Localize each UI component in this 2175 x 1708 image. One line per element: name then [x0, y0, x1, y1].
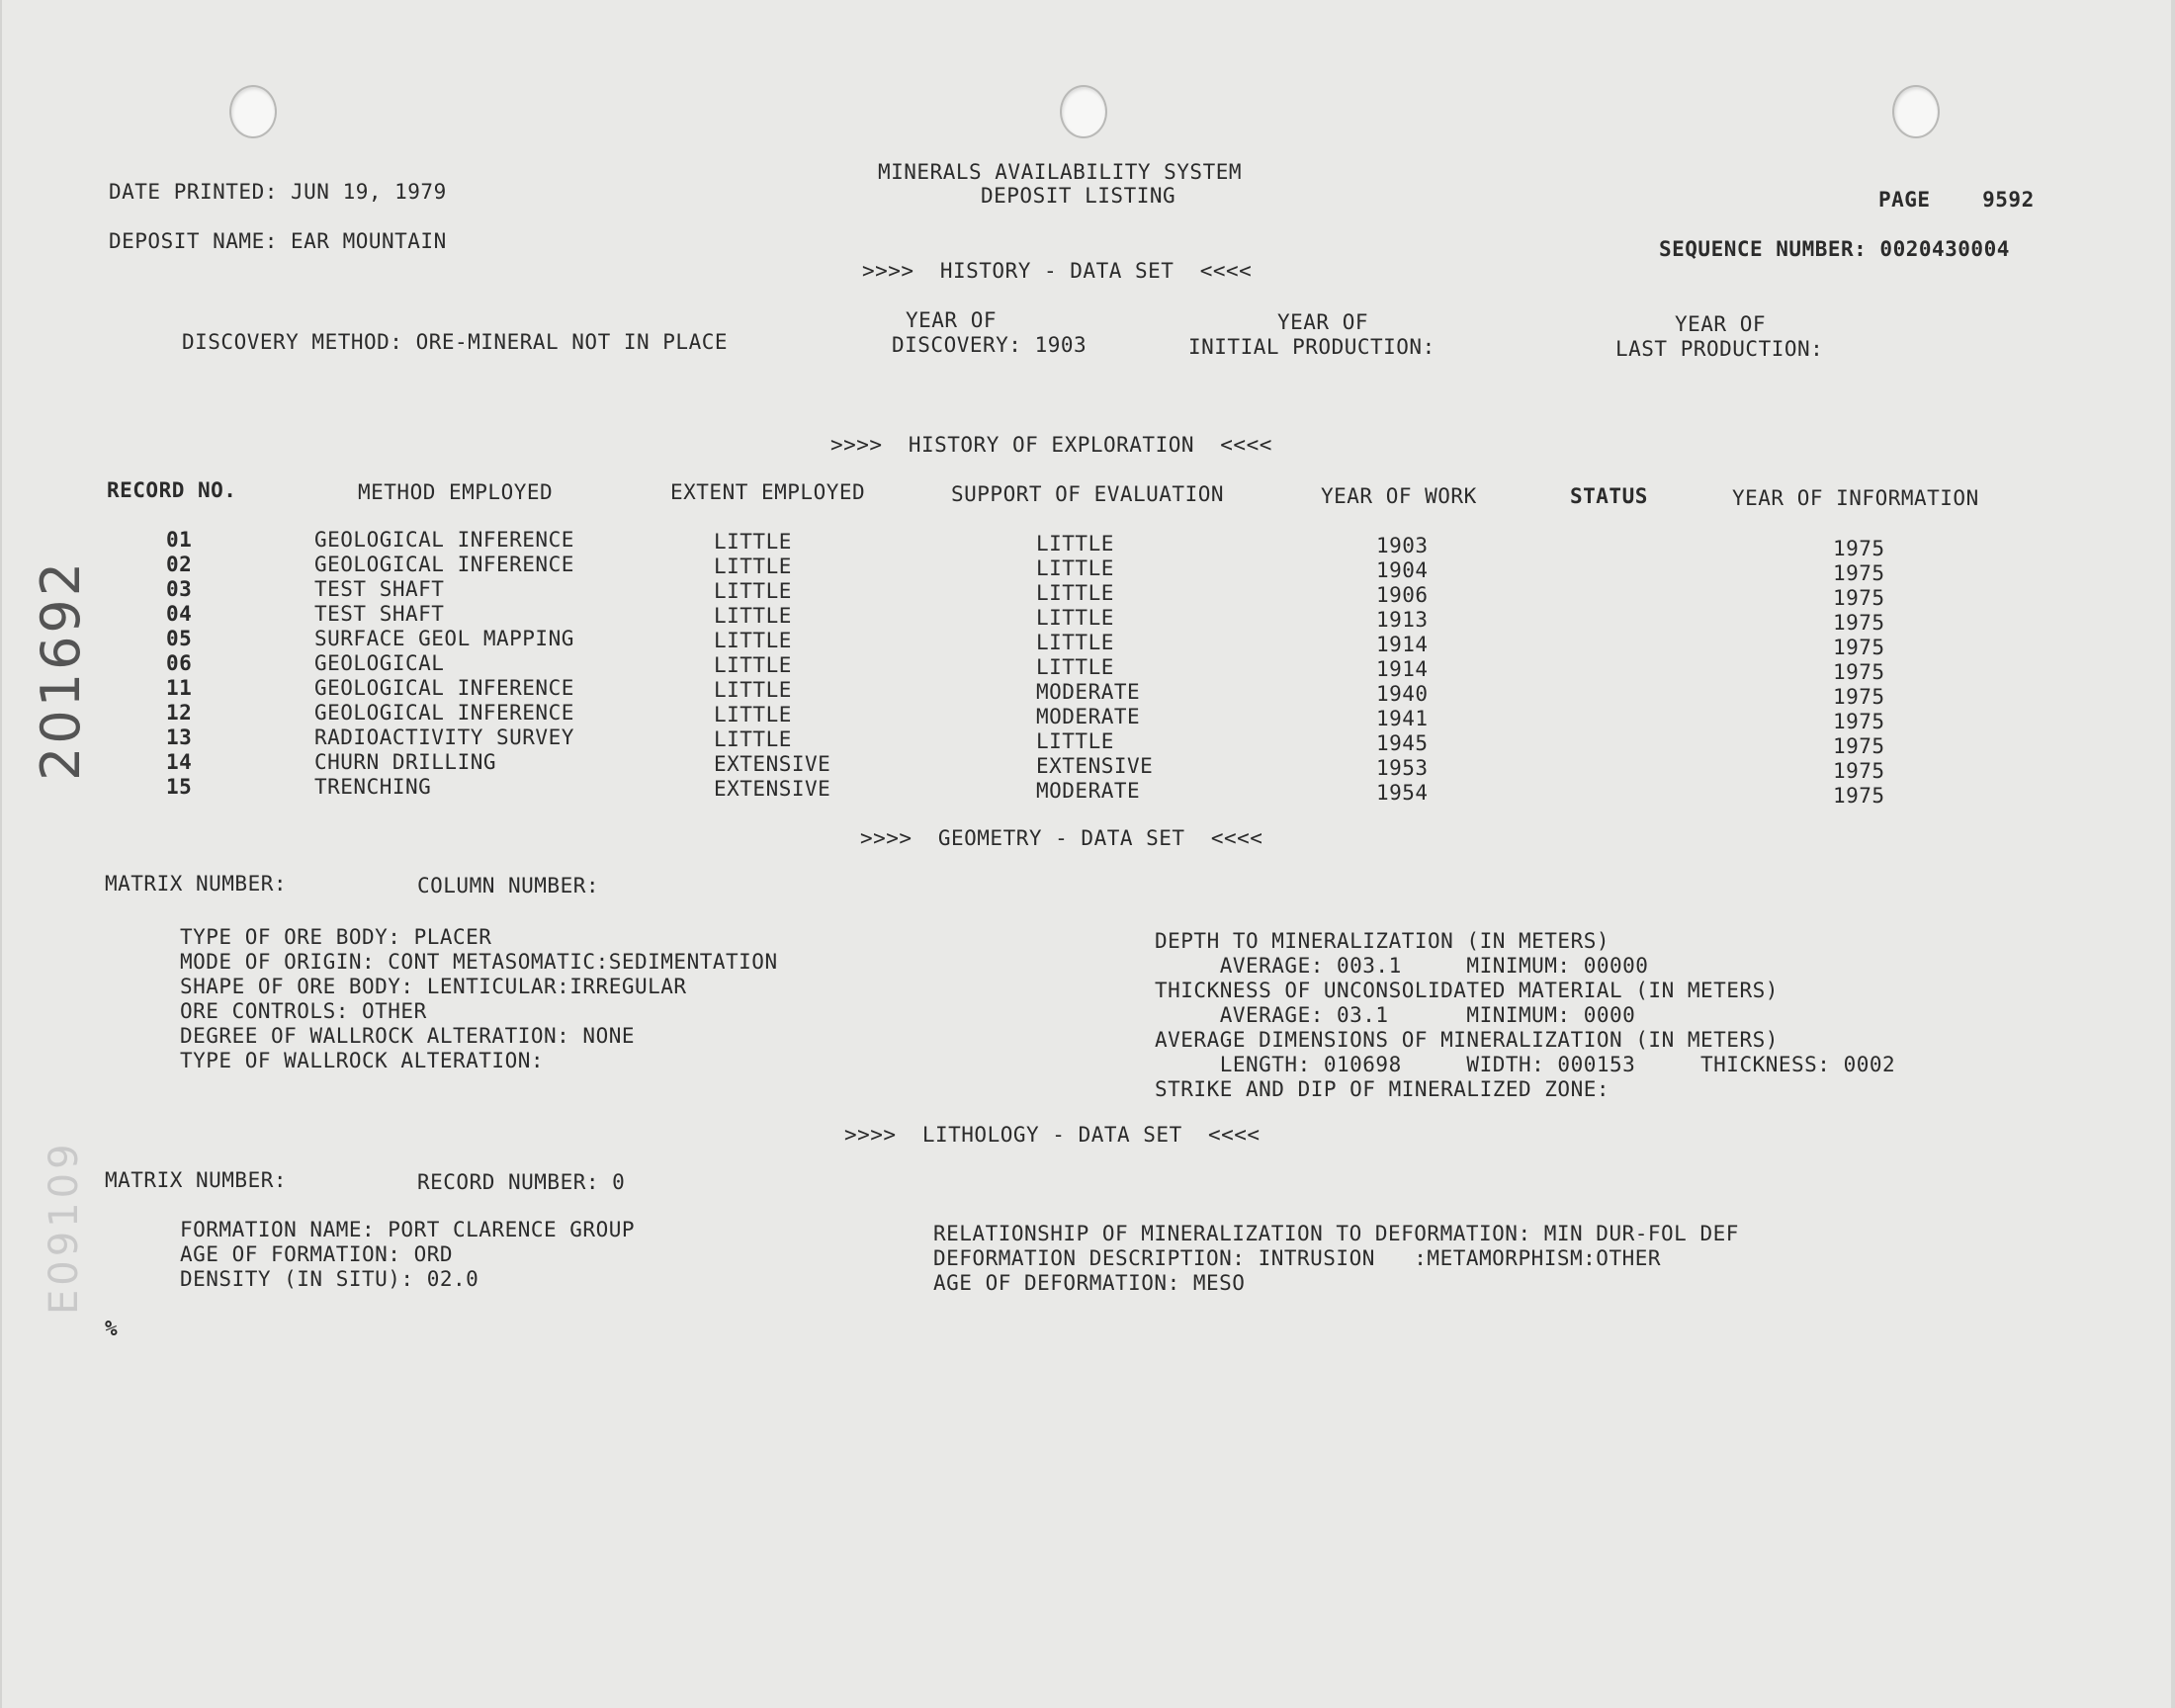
- support-cell: MODERATE: [1036, 779, 1141, 803]
- geometry-field: MODE OF ORIGIN: CONT METASOMATIC:SEDIMENTATION: [180, 950, 778, 974]
- record-number-column: [166, 528, 192, 800]
- record-number: 12: [166, 701, 193, 725]
- geometry-field: AVERAGE DIMENSIONS OF MINERALIZATION (IN METERS): [1155, 1028, 1779, 1052]
- geometry-field: THICKNESS OF UNCONSOLIDATED MATERIAL (IN METERS): [1155, 979, 1779, 1002]
- method-cell: GEOLOGICAL INFERENCE: [314, 553, 574, 576]
- lithology-left-block: [180, 1218, 635, 1292]
- geometry-field: TYPE OF ORE BODY: PLACER: [180, 925, 492, 949]
- extent-cell: LITTLE: [714, 579, 792, 603]
- geometry-field: AVERAGE: 03.1 MINIMUM: 0000: [1155, 1003, 1636, 1027]
- record-number: 01: [166, 528, 193, 552]
- support-cell: LITTLE: [1036, 606, 1114, 630]
- method-cell: TEST SHAFT: [314, 602, 445, 626]
- geometry-left-block: [180, 925, 778, 1073]
- col-header-method: METHOD EMPLOYED: [358, 480, 554, 504]
- year-of-discovery-label: YEAR OF: [906, 308, 998, 332]
- year-of-discovery: DISCOVERY: 1903: [892, 333, 1088, 357]
- faint-margin-stamp: E09109: [42, 1140, 87, 1315]
- support-column: [1036, 532, 1153, 804]
- support-cell: EXTENSIVE: [1036, 754, 1154, 778]
- binder-hole-right: [1892, 85, 1940, 138]
- year-work-cell: 1913: [1376, 608, 1429, 632]
- geometry-field: AVERAGE: 003.1 MINIMUM: 00000: [1155, 954, 1649, 978]
- lithology-field: AGE OF DEFORMATION: MESO: [933, 1271, 1246, 1295]
- geometry-field: DEGREE OF WALLROCK ALTERATION: NONE: [180, 1024, 636, 1048]
- year-info-cell: 1975: [1833, 586, 1885, 610]
- year-work-column: [1376, 534, 1429, 806]
- extent-cell: LITTLE: [714, 629, 792, 652]
- year-work-cell: 1914: [1376, 657, 1429, 681]
- method-column: [314, 528, 574, 800]
- lithology-field: RELATIONSHIP OF MINERALIZATION TO DEFORMATION: MIN DUR-FOL DEF: [933, 1222, 1739, 1245]
- geometry-section-title: >>>> GEOMETRY - DATA SET <<<<: [860, 826, 1263, 850]
- deposit-name: DEPOSIT NAME: EAR MOUNTAIN: [109, 229, 447, 253]
- geometry-field: LENGTH: 010698 WIDTH: 000153 THICKNESS: 0002: [1155, 1053, 1896, 1076]
- year-work-cell: 1953: [1376, 756, 1429, 780]
- history-section-title: >>>> HISTORY - DATA SET <<<<: [862, 259, 1253, 283]
- col-header-extent: EXTENT EMPLOYED: [670, 480, 866, 504]
- record-number: 04: [166, 602, 193, 626]
- lithology-field: FORMATION NAME: PORT CLARENCE GROUP: [180, 1218, 636, 1241]
- col-header-status: STATUS: [1570, 484, 1648, 508]
- year-work-cell: 1903: [1376, 534, 1429, 557]
- year-work-cell: 1945: [1376, 731, 1429, 755]
- sequence-number: SEQUENCE NUMBER: 0020430004: [1659, 237, 2010, 261]
- geometry-matrix-number: MATRIX NUMBER:: [105, 872, 288, 896]
- geometry-field: TYPE OF WALLROCK ALTERATION:: [180, 1049, 545, 1072]
- binder-hole-left: [229, 85, 277, 138]
- date-printed: DATE PRINTED: JUN 19, 1979: [109, 180, 447, 204]
- extent-cell: LITTLE: [714, 703, 792, 726]
- lithology-section-title: >>>> LITHOLOGY - DATA SET <<<<: [844, 1123, 1261, 1147]
- page-number: PAGE 9592: [1878, 188, 2035, 212]
- year-info-cell: 1975: [1833, 636, 1885, 659]
- method-cell: GEOLOGICAL INFERENCE: [314, 701, 574, 725]
- year-info-column: [1833, 537, 1885, 809]
- year-info-cell: 1975: [1833, 660, 1885, 684]
- extent-cell: LITTLE: [714, 555, 792, 578]
- extent-cell: EXTENSIVE: [714, 752, 831, 776]
- method-cell: GEOLOGICAL INFERENCE: [314, 528, 574, 552]
- year-work-cell: 1914: [1376, 633, 1429, 656]
- geometry-field: SHAPE OF ORE BODY: LENTICULAR:IRREGULAR: [180, 975, 687, 998]
- lithology-field: DENSITY (IN SITU): 02.0: [180, 1267, 479, 1291]
- col-header-year-info: YEAR OF INFORMATION: [1732, 486, 1979, 510]
- page-edge: [2171, 0, 2175, 1708]
- geometry-column-number: COLUMN NUMBER:: [417, 874, 600, 897]
- year-work-cell: 1906: [1376, 583, 1429, 607]
- year-info-cell: 1975: [1833, 784, 1885, 808]
- record-number: 03: [166, 577, 193, 601]
- geometry-right-block: [1155, 929, 1895, 1102]
- method-cell: SURFACE GEOL MAPPING: [314, 627, 574, 650]
- year-info-cell: 1975: [1833, 734, 1885, 758]
- support-cell: LITTLE: [1036, 631, 1114, 654]
- year-work-cell: 1954: [1376, 781, 1429, 805]
- last-production: LAST PRODUCTION:: [1615, 337, 1824, 361]
- col-header-record: RECORD NO.: [107, 478, 237, 502]
- extent-column: [714, 530, 830, 802]
- year-work-cell: 1940: [1376, 682, 1429, 706]
- year-info-cell: 1975: [1833, 537, 1885, 560]
- footer-mark: %: [105, 1317, 119, 1340]
- listing-title: DEPOSIT LISTING: [981, 184, 1176, 208]
- record-number: 06: [166, 651, 193, 675]
- record-number: 14: [166, 750, 193, 774]
- margin-stamp: 201692: [30, 558, 92, 781]
- lithology-field: DEFORMATION DESCRIPTION: INTRUSION :METAMORPHISM:OTHER: [933, 1246, 1662, 1270]
- extent-cell: EXTENSIVE: [714, 777, 831, 801]
- discovery-method: DISCOVERY METHOD: ORE-MINERAL NOT IN PLACE: [182, 330, 729, 354]
- year-info-cell: 1975: [1833, 759, 1885, 783]
- support-cell: LITTLE: [1036, 532, 1114, 555]
- method-cell: CHURN DRILLING: [314, 750, 497, 774]
- support-cell: LITTLE: [1036, 556, 1114, 580]
- record-number: 13: [166, 726, 193, 749]
- support-cell: LITTLE: [1036, 729, 1114, 753]
- year-work-cell: 1941: [1376, 707, 1429, 730]
- extent-cell: LITTLE: [714, 604, 792, 628]
- extent-cell: LITTLE: [714, 678, 792, 702]
- geometry-field: ORE CONTROLS: OTHER: [180, 999, 427, 1023]
- year-info-cell: 1975: [1833, 611, 1885, 635]
- col-header-support: SUPPORT OF EVALUATION: [951, 482, 1225, 506]
- lithology-record-number: RECORD NUMBER: 0: [417, 1170, 626, 1194]
- year-work-cell: 1904: [1376, 558, 1429, 582]
- system-title: MINERALS AVAILABILITY SYSTEM: [878, 160, 1243, 184]
- support-cell: MODERATE: [1036, 680, 1141, 704]
- support-cell: LITTLE: [1036, 581, 1114, 605]
- initial-production: INITIAL PRODUCTION:: [1188, 335, 1436, 359]
- extent-cell: LITTLE: [714, 530, 792, 554]
- lithology-matrix-number: MATRIX NUMBER:: [105, 1168, 288, 1192]
- method-cell: TRENCHING: [314, 775, 432, 799]
- geometry-field: DEPTH TO MINERALIZATION (IN METERS): [1155, 929, 1610, 953]
- method-cell: GEOLOGICAL INFERENCE: [314, 676, 574, 700]
- extent-cell: LITTLE: [714, 653, 792, 677]
- lithology-field: AGE OF FORMATION: ORD: [180, 1242, 454, 1266]
- year-info-cell: 1975: [1833, 561, 1885, 585]
- record-number: 05: [166, 627, 193, 650]
- last-production-label: YEAR OF: [1675, 312, 1767, 336]
- initial-production-label: YEAR OF: [1277, 310, 1369, 334]
- exploration-section-title: >>>> HISTORY OF EXPLORATION <<<<: [830, 433, 1272, 457]
- record-number: 15: [166, 775, 193, 799]
- extent-cell: LITTLE: [714, 727, 792, 751]
- method-cell: GEOLOGICAL: [314, 651, 445, 675]
- support-cell: MODERATE: [1036, 705, 1141, 728]
- support-cell: LITTLE: [1036, 655, 1114, 679]
- method-cell: TEST SHAFT: [314, 577, 445, 601]
- year-info-cell: 1975: [1833, 685, 1885, 709]
- col-header-year-work: YEAR OF WORK: [1321, 484, 1477, 508]
- geometry-field: STRIKE AND DIP OF MINERALIZED ZONE:: [1155, 1077, 1610, 1101]
- binder-hole-center: [1060, 85, 1107, 138]
- year-info-cell: 1975: [1833, 710, 1885, 733]
- lithology-right-block: [933, 1222, 1739, 1296]
- record-number: 02: [166, 553, 193, 576]
- method-cell: RADIOACTIVITY SURVEY: [314, 726, 574, 749]
- record-number: 11: [166, 676, 193, 700]
